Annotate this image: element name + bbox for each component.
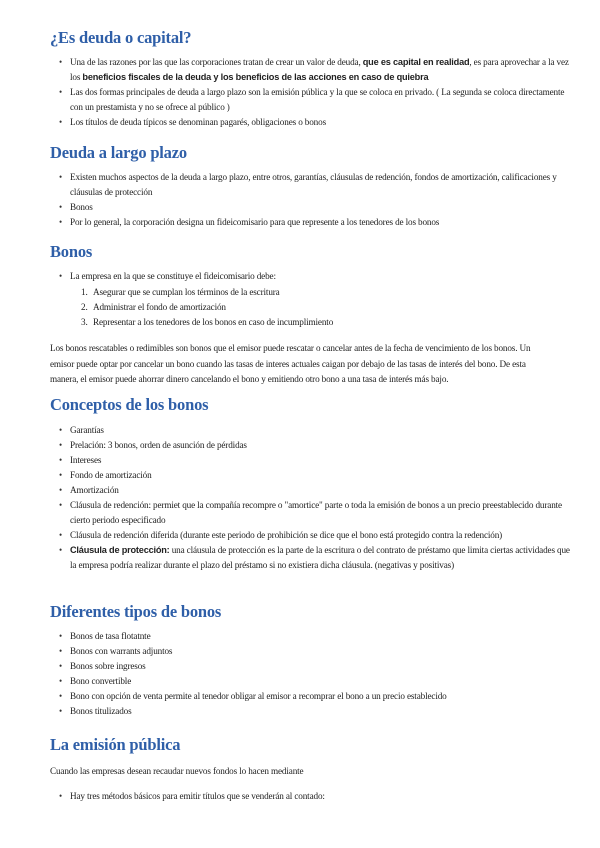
paragraph-bonos-rescatables: Los bonos rescatables o redimibles son bonos que el emisor puede rescatar o cancelar antes de la fecha de vencimiento de los bonos. Un emisor puede optar por cancelar un bono cuando las tasas de interes actuales caigan por debajo de las tasas de interés del bono. De esta manera, el emisor puede ahorrar dinero cancelando el bono y emitiendo otro bono a una tasa de interés más bajo. [50, 343, 531, 384]
list-bonos [50, 269, 574, 284]
list-item: • Hay tres métodos básicos para emitir títulos que se venderán al contado: [70, 789, 574, 804]
list-item: • Intereses [70, 453, 574, 468]
list-item: • Bono con opción de venta permite al tenedor obligar al emisor a recomprar el bono a un precio establecido [70, 689, 574, 704]
text-run: una cláusula de protección es la parte de la escritura o del contrato de préstamo que limita ciertas actividades que la empresa podría realizar durante el plazo del préstamo si no existiera dicha cláusula. (negativas y positivas) [70, 545, 570, 570]
heading-es-deuda-o-capital: ¿Es deuda o capital? [50, 28, 192, 47]
list-item: • Fondo de amortización [70, 468, 574, 483]
list-item: • Bonos titulizados [70, 704, 574, 719]
list-item: • Cláusula de redención: permiet que la compañía recompre o "amortice" parte o toda la emisión de bonos a un precio preestablecido durante cierto periodo especificado [70, 498, 574, 528]
list-item: • Cláusula de redención diferida (durante este periodo de prohibición se dice que el bono está protegido contra la redención) [70, 528, 574, 543]
text-run: Una de las razones por las que las corporaciones tratan de crear un valor de deuda, [70, 57, 363, 67]
bold-text: beneficios fiscales de la deuda y los beneficios de las acciones en caso de quiebra [82, 72, 429, 82]
list-emision-publica [50, 789, 574, 804]
ordered-item-text: Representar a los tenedores de los bonos en caso de incumplimiento [93, 317, 334, 327]
bold-text: que es capital en realidad [362, 57, 470, 67]
list-item [70, 543, 574, 573]
list-item: • Prelación: 3 bonos, orden de asunción de pérdidas [70, 438, 574, 453]
ordered-item-text: Administrar el fondo de amortización [93, 302, 226, 312]
list-item: • Bonos de tasa flotatnte [70, 629, 574, 644]
list-item: • Bono convertible [70, 674, 574, 689]
list-item: • La empresa en la que se constituye el fideicomisario debe: [70, 269, 574, 284]
ordered-item-text: Asegurar que se cumplan los términos de la escritura [93, 287, 280, 297]
heading-bonos: Bonos [50, 242, 93, 261]
ordered-list-fideicomisario [53, 285, 593, 330]
list-item: • Garantías [70, 423, 574, 438]
paragraph-emision-publica: Cuando las empresas desean recaudar nuevos fondos lo hacen mediante [50, 766, 304, 776]
list-es-deuda [50, 55, 574, 130]
ordered-item [93, 285, 593, 300]
heading-la-emision-publica: La emisión pública [50, 735, 181, 754]
list-item: • Las dos formas principales de deuda a largo plazo son la emisión pública y la que se coloca en privado. ( La segunda se coloca directamente con un prestamista y no se ofrece al público ) [70, 85, 574, 115]
ordered-item [93, 300, 593, 315]
list-item: • Existen muchos aspectos de la deuda a largo plazo, entre otros, garantías, cláusulas de redención, fondos de amortización, calificaciones y cláusulas de protección [70, 170, 574, 200]
heading-conceptos-de-los-bonos: Conceptos de los bonos [50, 395, 209, 414]
list-item: • Amortización [70, 483, 574, 498]
list-item: • Bonos [70, 200, 574, 215]
list-item [70, 55, 574, 85]
text-run: , es para aprovechar a la vez los [70, 57, 569, 82]
ordered-item [93, 315, 593, 330]
list-deuda-largo-plazo [50, 170, 574, 230]
list-tipos-de-bonos [50, 629, 574, 719]
list-item: • Por lo general, la corporación designa un fideicomisario para que represente a los tenedores de los bonos [70, 215, 574, 230]
list-item: • Bonos con warrants adjuntos [70, 644, 574, 659]
list-item: • Los títulos de deuda típicos se denominan pagarés, obligaciones o bonos [70, 115, 574, 130]
list-conceptos [50, 423, 574, 573]
heading-deuda-a-largo-plazo: Deuda a largo plazo [50, 143, 187, 162]
bold-text: Cláusula de protección: [70, 545, 170, 555]
list-item: • Bonos sobre ingresos [70, 659, 574, 674]
heading-diferentes-tipos-de-bonos: Diferentes tipos de bonos [50, 602, 222, 621]
